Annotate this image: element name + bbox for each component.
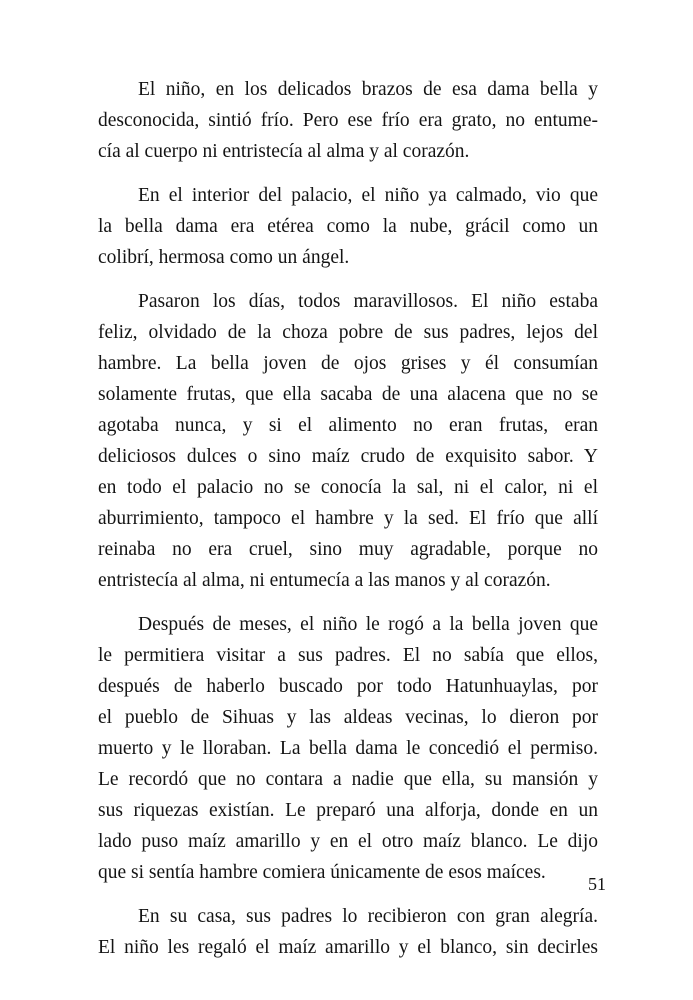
text-line: desconocida, sintió frío. Pero ese frío era grato, no entume-	[98, 110, 598, 131]
paragraph	[98, 901, 598, 963]
text-line: colibrí, hermosa como un ángel.	[98, 247, 350, 268]
text-line: cía al cuerpo ni entristecía al alma y al corazón.	[98, 141, 470, 162]
text-line: que si sentía hambre comiera únicamente de esos maíces.	[98, 862, 546, 883]
text-line: reinaba no era cruel, sino muy agradable, porque no	[98, 539, 598, 560]
text-line: la bella dama era etérea como la nube, grácil como un	[98, 216, 598, 237]
text-line: solamente frutas, que ella sacaba de una alacena que no se	[98, 384, 598, 405]
body-text	[98, 74, 598, 963]
text-line: le permitiera visitar a sus padres. El no sabía que ellos,	[98, 645, 598, 666]
text-line: hambre. La bella joven de ojos grises y él consumían	[98, 353, 598, 374]
paragraph	[98, 180, 598, 273]
text-line: El niño les regaló el maíz amarillo y el blanco, sin decirles	[98, 937, 598, 958]
text-line: En su casa, sus padres lo recibieron con gran alegría.	[138, 906, 598, 927]
text-line: agotaba nunca, y si el alimento no eran frutas, eran	[98, 415, 598, 436]
text-line: Pasaron los días, todos maravillosos. El niño estaba	[138, 291, 598, 312]
text-line: El niño, en los delicados brazos de esa dama bella y	[138, 79, 598, 100]
text-line: deliciosos dulces o sino maíz crudo de exquisito sabor. Y	[98, 446, 598, 467]
text-line: sus riquezas existían. Le preparó una alforja, donde en un	[98, 800, 598, 821]
text-line: lado puso maíz amarillo y en el otro maíz blanco. Le dijo	[98, 831, 598, 852]
text-line: feliz, olvidado de la choza pobre de sus padres, lejos del	[98, 322, 598, 343]
text-line: muerto y le lloraban. La bella dama le concedió el permiso.	[98, 738, 598, 759]
paragraph	[98, 286, 598, 596]
text-line: En el interior del palacio, el niño ya calmado, vio que	[138, 185, 598, 206]
page-number: 51	[588, 874, 606, 894]
text-line: en todo el palacio no se conocía la sal, ni el calor, ni el	[98, 477, 598, 498]
text-line: entristecía al alma, ni entumecía a las manos y al corazón.	[98, 570, 551, 591]
text-line: Después de meses, el niño le rogó a la bella joven que	[138, 614, 598, 635]
text-line: el pueblo de Sihuas y las aldeas vecinas, lo dieron por	[98, 707, 598, 728]
text-line: Le recordó que no contara a nadie que ella, su mansión y	[98, 769, 598, 790]
paragraph	[98, 74, 598, 167]
text-line: después de haberlo buscado por todo Hatunhuaylas, por	[98, 676, 598, 697]
text-line: aburrimiento, tampoco el hambre y la sed. El frío que allí	[98, 508, 598, 529]
paragraph	[98, 609, 598, 888]
